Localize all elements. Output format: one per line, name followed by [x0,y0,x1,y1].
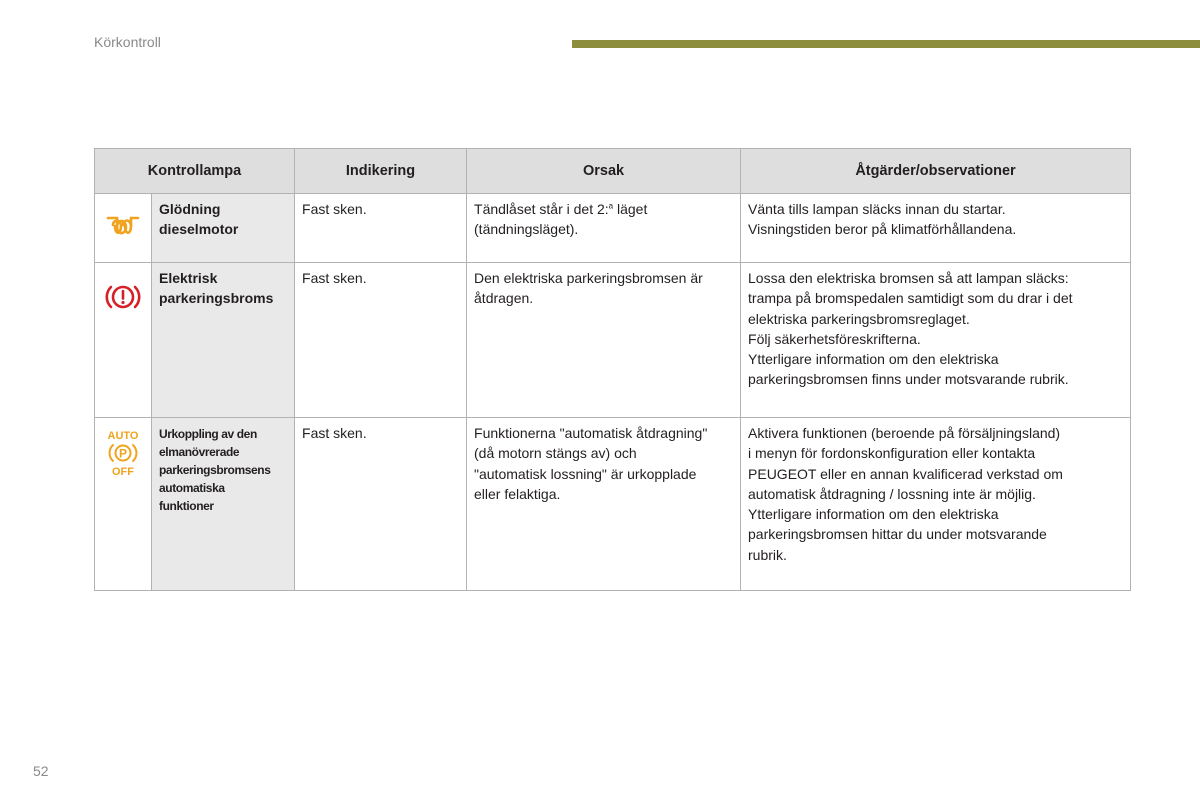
lamp-name: Elektrisk parkeringsbroms [152,263,295,418]
indication-cell: Fast sken. [295,263,467,418]
table-row [95,418,1131,591]
action-cell: Vänta tills lampan släcks innan du startar. Visningstiden beror på klimatförhållandena. [741,194,1131,263]
parking-brake-icon [104,282,142,312]
p-letter: P [118,446,128,461]
section-title: Körkontroll [94,34,161,50]
warning-lamps-table [94,148,1131,591]
icon-cell [95,418,152,591]
cause-text-continued: läget (tändningsläget). [474,201,648,238]
lamp-name: Glödning dieselmotor [152,194,295,263]
table-row [95,263,1131,418]
lamp-name: Urkoppling av den elmanövrerade parkeringsbromsens automatiska funktioner [152,418,295,591]
column-header-atgarder: Åtgärder/observationer [741,149,1131,194]
cause-cell: Den elektriska parkeringsbromsen är åtdragen. [467,263,741,418]
auto-label: AUTO [107,430,139,442]
auto-parking-off-icon [103,429,143,477]
header-accent-bar [572,40,1200,48]
cause-cell: Funktionerna "automatisk åtdragning" (då motorn stängs av) och "automatisk lossning" är urkopplade eller felaktiga. [467,418,741,591]
action-cell: Aktivera funktionen (beroende på försäljningsland) i menyn för fordonskonfiguration eller kontakta PEUGEOT eller en annan kvalificerad verkstad om automatisk åtdragning / lossning inte är möjlig. Ytterligare information om den elektriska parkeringsbromsen hittar du under motsvarande rubrik. [741,418,1131,591]
indication-cell: Fast sken. [295,194,467,263]
icon-cell [95,194,152,263]
superscript: a [608,201,614,211]
column-header-kontrollampa: Kontrollampa [95,149,295,194]
cause-cell [467,194,741,263]
cause-text: Tändlåset står i det 2: [474,201,609,217]
column-header-indikering: Indikering [295,149,467,194]
page-number: 52 [33,763,49,779]
icon-cell [95,263,152,418]
column-header-orsak: Orsak [467,149,741,194]
glow-plug-icon [106,213,140,239]
action-cell: Lossa den elektriska bromsen så att lampan släcks: trampa på bromspedalen samtidigt som du drar i det elektriska parkeringsbromsreglaget. Följ säkerhetsföreskrifterna. Ytterligare information om den elektriska parkeringsbromsen finns under motsvarande rubrik. [741,263,1131,418]
table-row [95,194,1131,263]
indication-cell: Fast sken. [295,418,467,591]
off-label: OFF [112,466,134,477]
table-header-row [95,149,1131,194]
